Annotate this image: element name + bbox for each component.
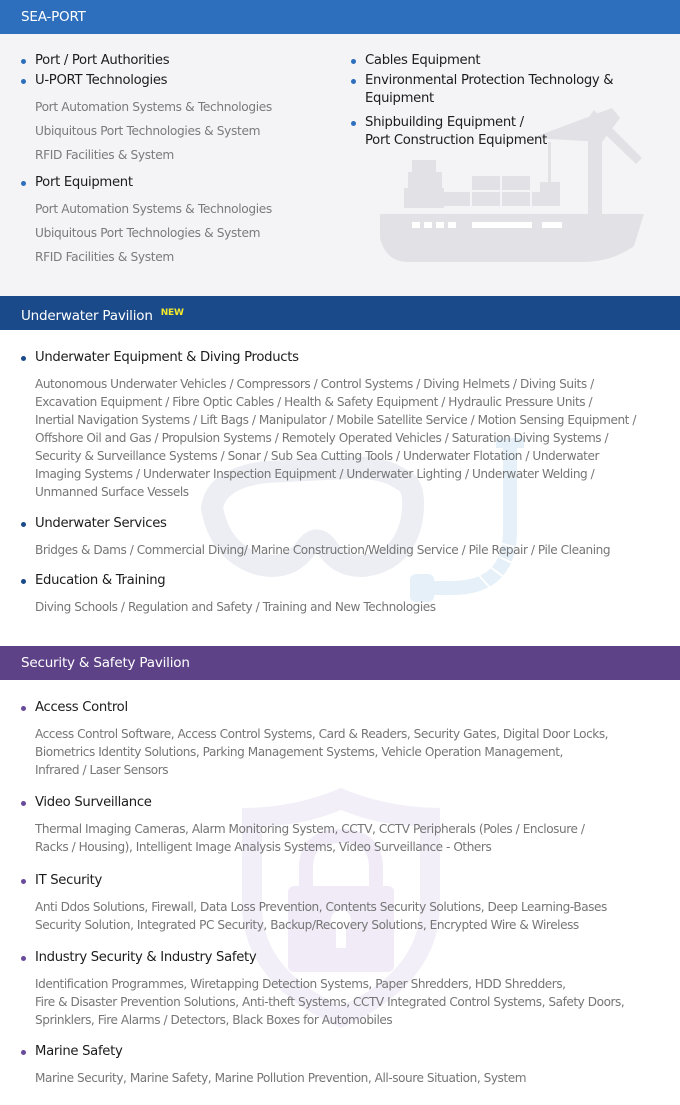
item-description: Identification Programmes, Wiretapping Detection Systems, Paper Shredders, HDD Shredders, Fire & Disaster Prevention Solutions, Anti-theft Systems, CCTV Integrated Control Systems, Safety Doors, Sprinklers, Fire Alarms / Detectors, Black Boxes for Automobiles bbox=[35, 977, 625, 1027]
underwater-title: Underwater Pavilion bbox=[21, 308, 153, 324]
item-description: Thermal Imaging Cameras, Alarm Monitoring System, CCTV, CCTV Peripherals (Poles / Enclosure / Racks / Housing), Intelligent Image Analysis Systems, Video Surveillance - Others bbox=[35, 822, 585, 854]
bullet-dot bbox=[21, 181, 26, 186]
sub-item: Ubiquitous Port Technologies & System bbox=[35, 226, 261, 240]
underwater-header bbox=[0, 296, 680, 330]
seaport-section bbox=[0, 34, 680, 296]
bullet-dot bbox=[21, 579, 26, 584]
seaport-header bbox=[0, 0, 680, 34]
item-description: Marine Security, Marine Safety, Marine Pollution Prevention, All-soure Situation, System bbox=[35, 1071, 527, 1085]
sub-item: Port Automation Systems & Technologies bbox=[35, 202, 272, 216]
item-description: Bridges & Dams / Commercial Diving/ Marine Construction/Welding Service / Pile Repair / Pile Cleaning bbox=[35, 543, 611, 557]
security-section bbox=[0, 680, 680, 1105]
bullet-dot bbox=[351, 121, 356, 126]
new-badge: NEW bbox=[160, 308, 184, 318]
security-title: Security & Safety Pavilion bbox=[21, 655, 190, 671]
list-item-shipbuilding: Shipbuilding Equipment / Port Construction Equipment bbox=[365, 114, 547, 150]
bullet-dot bbox=[21, 356, 26, 361]
bullet-dot bbox=[21, 79, 26, 84]
list-item-port-equipment: Port Equipment bbox=[35, 174, 133, 192]
item-description: Anti Ddos Solutions, Firewall, Data Loss Prevention, Contents Security Solutions, Deep Learning-Bases Security Solution, Integrated PC Security, Backup/Recovery Solutions, Encrypted Wire & Wireless bbox=[35, 900, 607, 932]
bullet-dot bbox=[21, 956, 26, 961]
list-item-underwater-services: Underwater Services bbox=[35, 515, 167, 533]
sub-item: RFID Facilities & System bbox=[35, 250, 174, 264]
bullet-dot bbox=[21, 879, 26, 884]
bullet-dot bbox=[351, 59, 356, 64]
sub-item: Port Automation Systems & Technologies bbox=[35, 100, 272, 114]
item-description: Diving Schools / Regulation and Safety / Training and New Technologies bbox=[35, 600, 436, 614]
underwater-section bbox=[0, 330, 680, 646]
list-item-cables-equipment: Cables Equipment bbox=[365, 52, 480, 70]
bullet-dot bbox=[351, 79, 356, 84]
seaport-title: SEA-PORT bbox=[21, 9, 86, 25]
list-item-video-surveillance: Video Surveillance bbox=[35, 794, 152, 812]
item-description: Autonomous Underwater Vehicles / Compressors / Control Systems / Diving Helmets / Diving Suits / Excavation Equipment / Fibre Optic Cables / Health & Safety Equipment / Hydraulic Pressure Units / Inertial Navigation Systems / Lift Bags / Manipulator / Mobile Satellite Service / Motion Sensing Equipment / Offshore Oil and Gas / Propulsion Systems / Remotely Operated Vehicles / Saturation Diving Systems / Security & Surveillance Systems / Sonar / Sub Sea Cutting Tools / Underwater Flotation / Underwater Imaging Systems / Underwater Inspection Equipment / Underwater Lighting / Underwater Welding / Unmanned Surface Vessels bbox=[35, 377, 636, 499]
list-item-access-control: Access Control bbox=[35, 699, 128, 717]
bullet-dot bbox=[21, 801, 26, 806]
sub-item: RFID Facilities & System bbox=[35, 148, 174, 162]
security-header bbox=[0, 646, 680, 680]
list-item-it-security: IT Security bbox=[35, 872, 102, 890]
list-item-u-port: U-PORT Technologies bbox=[35, 72, 167, 90]
bullet-dot bbox=[21, 1050, 26, 1055]
list-item-marine-safety: Marine Safety bbox=[35, 1043, 123, 1061]
list-item-port-authorities: Port / Port Authorities bbox=[35, 52, 169, 70]
bullet-dot bbox=[21, 706, 26, 711]
list-item-education-training: Education & Training bbox=[35, 572, 165, 590]
list-item-environmental-protection: Environmental Protection Technology & Equipment bbox=[365, 72, 613, 108]
bullet-dot bbox=[21, 522, 26, 527]
list-item-underwater-equipment: Underwater Equipment & Diving Products bbox=[35, 349, 299, 367]
list-item-industry-security: Industry Security & Industry Safety bbox=[35, 949, 256, 967]
item-description: Access Control Software, Access Control Systems, Card & Readers, Security Gates, Digital Door Locks, Biometrics Identity Solutions, Parking Management Systems, Vehicle Operation Management, Infrared / Laser Sensors bbox=[35, 727, 609, 777]
bullet-dot bbox=[21, 59, 26, 64]
sub-item: Ubiquitous Port Technologies & System bbox=[35, 124, 261, 138]
